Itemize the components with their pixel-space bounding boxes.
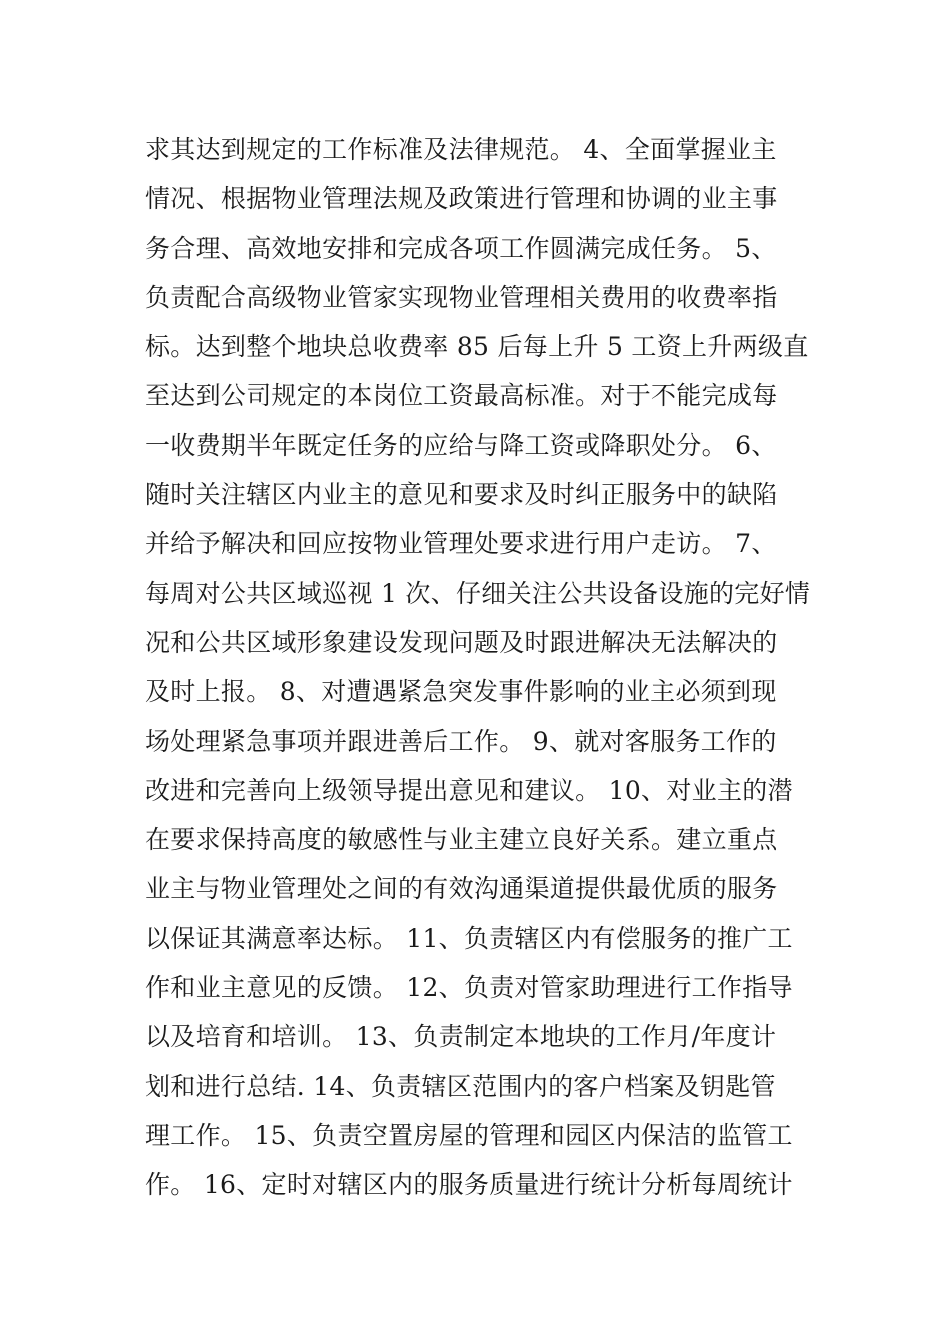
text-line: 以保证其满意率达标。 11、负责辖区内有偿服务的推广工: [145, 923, 793, 953]
text-line: 业主与物业管理处之间的有效沟通渠道提供最优质的服务: [145, 874, 778, 904]
text-line: 情况、根据物业管理法规及政策进行管理和协调的业主事: [145, 184, 778, 214]
text-line: 每周对公共区域巡视 1 次、仔细关注公共设备设施的完好情: [145, 578, 811, 608]
text-line: 改进和完善向上级领导提出意见和建议。 10、对业主的潜: [145, 775, 793, 805]
text-line: 标。达到整个地块总收费率 85 后每上升 5 工资上升两级直: [145, 332, 809, 362]
text-line: 理工作。 15、负责空置房屋的管理和园区内保洁的监管工: [145, 1120, 793, 1150]
text-line: 作。 16、定时对辖区内的服务质量进行统计分析每周统计: [145, 1170, 793, 1200]
text-line: 一收费期半年既定任务的应给与降工资或降职处分。 6、: [145, 430, 777, 460]
text-line: 随时关注辖区内业主的意见和要求及时纠正服务中的缺陷: [145, 480, 778, 510]
text-line: 场处理紧急事项并跟进善后工作。 9、就对客服务工作的: [145, 726, 777, 756]
text-line: 至达到公司规定的本岗位工资最高标准。对于不能完成每: [145, 381, 778, 411]
text-line: 务合理、高效地安排和完成各项工作圆满完成任务。 5、: [145, 233, 777, 263]
body-text: [145, 125, 815, 1210]
text-line: 并给予解决和回应按物业管理处要求进行用户走访。 7、: [145, 529, 777, 559]
text-line: 划和进行总结. 14、负责辖区范围内的客户档案及钥匙管: [145, 1071, 776, 1101]
text-line: 况和公共区域形象建设发现问题及时跟进解决无法解决的: [145, 627, 778, 657]
text-line: 在要求保持高度的敏感性与业主建立良好关系。建立重点: [145, 825, 778, 855]
text-line: 及时上报。 8、对遭遇紧急突发事件影响的业主必须到现: [145, 677, 777, 707]
text-line: 作和业主意见的反馈。 12、负责对管家助理进行工作指导: [145, 973, 793, 1003]
text-line: 负责配合高级物业管家实现物业管理相关费用的收费率指: [145, 282, 778, 312]
text-line: 以及培育和培训。 13、负责制定本地块的工作月/年度计: [145, 1022, 777, 1052]
text-line: 求其达到规定的工作标准及法律规范。 4、全面掌握业主: [145, 135, 777, 164]
